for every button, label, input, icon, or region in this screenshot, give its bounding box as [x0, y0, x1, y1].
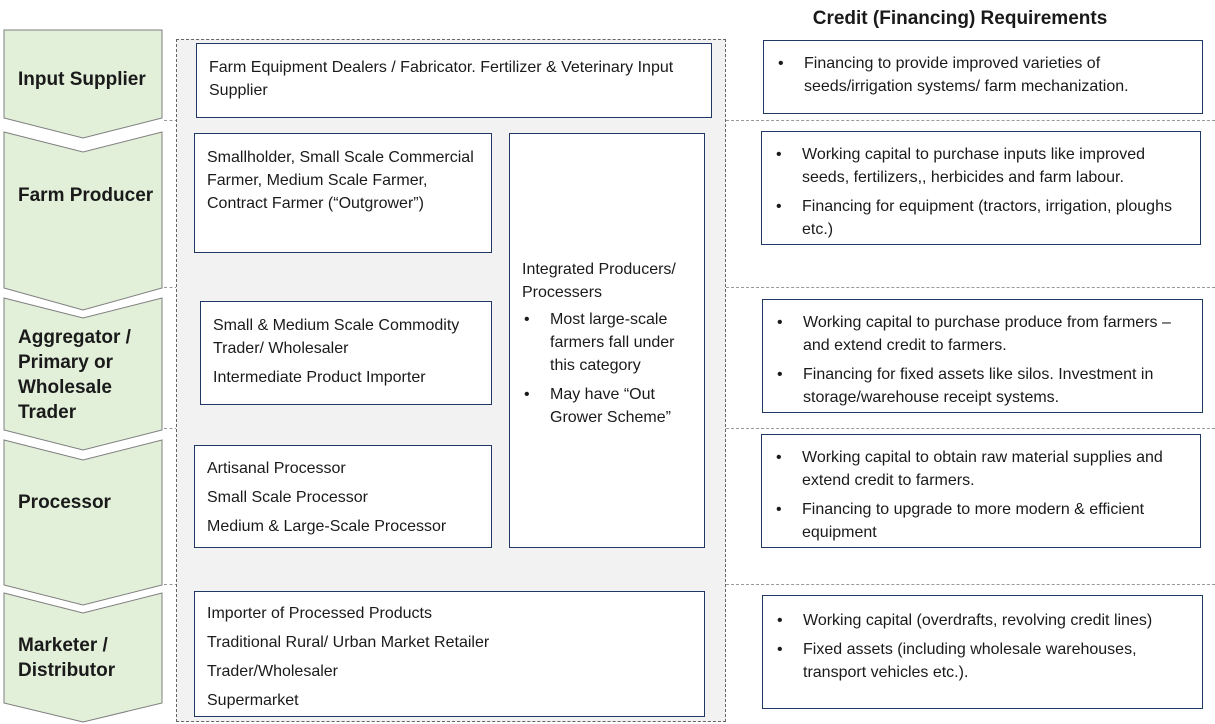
actor-text: Medium & Large-Scale Processor: [207, 518, 447, 535]
actor-text: Smallholder, Small Scale Commercial Farmer, Medium Scale Farmer, Contract Farmer (“Outgrower”): [207, 149, 474, 212]
actor-text: Importer of Processed Products: [207, 605, 432, 622]
credit-bullet: • Working capital to purchase inputs like improved seeds, fertilizers,, herbicides and farm labour.: [774, 143, 1188, 189]
stage-label-input-supplier: Input Supplier: [18, 69, 146, 90]
actor-text: Artisanal Processor: [207, 460, 346, 477]
credit-box-aggregator: [762, 299, 1203, 413]
credit-bullet: • Working capital to purchase produce from farmers – and extend credit to farmers.: [775, 311, 1190, 357]
stage-label-marketer: Marketer / Distributor: [18, 635, 116, 681]
credit-bullet: • Fixed assets (including wholesale warehouses, transport vehicles etc.).: [775, 638, 1190, 684]
actor-text: Trader/Wholesaler: [207, 663, 339, 680]
credit-bullet: • Financing to upgrade to more modern & efficient equipment: [774, 498, 1188, 544]
actor-text: Intermediate Product Importer: [213, 369, 426, 386]
integrated-bullets: [522, 308, 694, 429]
credit-requirements-title: Credit (Financing) Requirements: [812, 8, 1108, 29]
value-chain-stages: [0, 0, 170, 724]
actor-text: Traditional Rural/ Urban Market Retailer: [207, 634, 490, 651]
credit-bullet: • Working capital to obtain raw material supplies and extend credit to farmers.: [774, 446, 1188, 492]
credit-box-farm-producer: [761, 131, 1201, 245]
actor-box-processor: [194, 445, 492, 548]
integrated-bullet: • May have “Out Grower Scheme”: [522, 383, 694, 429]
integrated-bullet: • Most large-scale farmers fall under this category: [522, 308, 694, 377]
credit-box-processor: [761, 434, 1201, 548]
stage-label-processor: Processor: [18, 492, 111, 513]
credit-bullet: • Financing for fixed assets like silos. Investment in storage/warehouse receipt systems.: [775, 363, 1190, 409]
credit-box-marketer: [762, 595, 1203, 709]
actor-text: Small & Medium Scale Commodity Trader/ Wholesaler: [213, 317, 460, 357]
credit-list: [775, 609, 1190, 684]
chevron-farm-producer: [4, 132, 162, 310]
stage-label-farm-producer: Farm Producer: [18, 185, 154, 206]
separator-line: [726, 287, 1215, 288]
actor-text: Small Scale Processor: [207, 489, 368, 506]
integrated-title: Integrated Producers/ Processers: [522, 261, 676, 301]
credit-bullet: • Working capital (overdrafts, revolving credit lines): [775, 609, 1190, 632]
credit-list: [776, 52, 1190, 98]
stage-label-aggregator: Aggregator / Primary or Wholesale Trader: [18, 327, 131, 423]
separator-line: [726, 428, 1215, 429]
actor-box-marketer: [194, 591, 705, 717]
actor-text: Farm Equipment Dealers / Fabricator. Fertilizer & Veterinary Input Supplier: [209, 59, 674, 99]
chevron-processor: [4, 440, 162, 605]
actor-box-integrated: [509, 133, 705, 548]
credit-list: [774, 446, 1188, 544]
credit-bullet: • Financing for equipment (tractors, irrigation, ploughs etc.): [774, 195, 1188, 241]
actor-box-aggregator: [200, 301, 492, 405]
actor-box-farm-producer: [194, 133, 492, 253]
actor-text: Supermarket: [207, 692, 299, 709]
credit-box-input-supplier: [763, 40, 1203, 114]
credit-list: [774, 143, 1188, 241]
credit-list: [775, 311, 1190, 409]
separator-line: [726, 120, 1215, 121]
separator-line: [726, 584, 1215, 585]
actor-box-input-supplier: [196, 43, 712, 118]
credit-bullet: • Financing to provide improved varieties of seeds/irrigation systems/ farm mechanization.: [776, 52, 1190, 98]
